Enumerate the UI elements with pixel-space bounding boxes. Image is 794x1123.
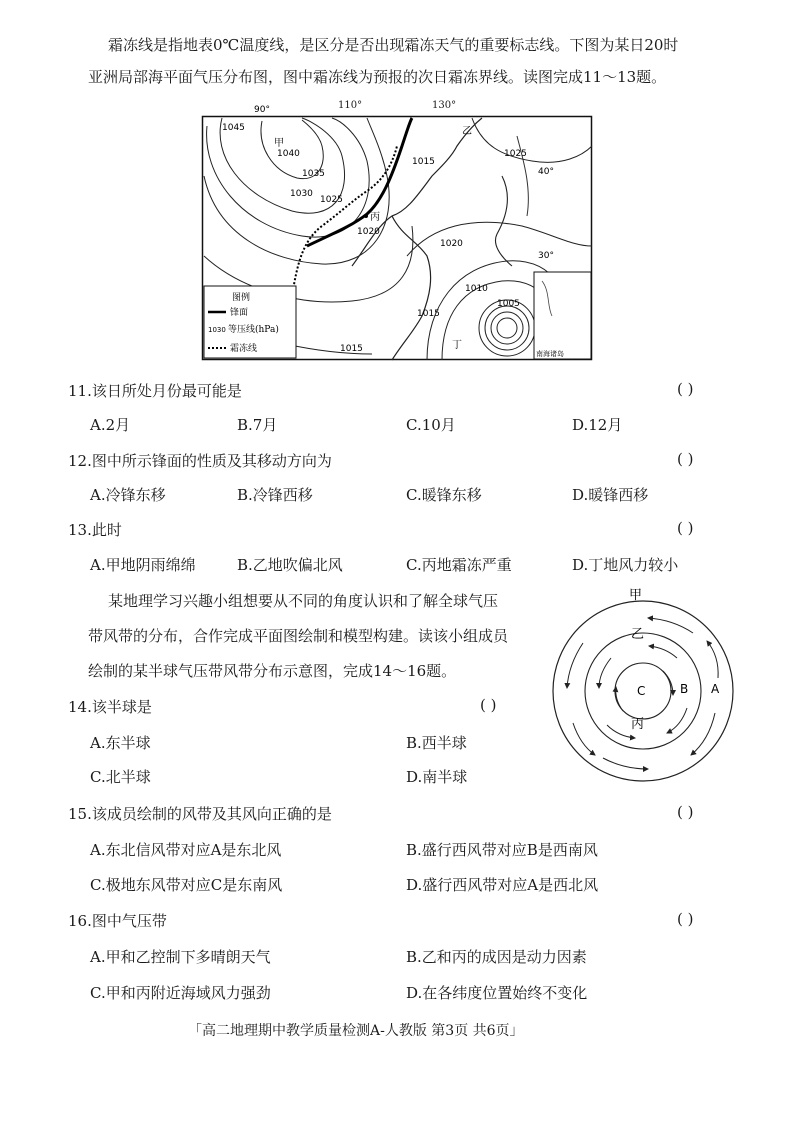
isobar-label: 1025 (320, 195, 343, 205)
q13-answer-paren[interactable]: ( ) (677, 519, 694, 537)
place-bing: 丙 (370, 212, 380, 223)
intro-line-1: 霜冻线是指地表0℃温度线，是区分是否出现霜冻天气的重要标志线。下图为某日20时 (108, 36, 679, 54)
legend-title: 图例 (232, 293, 251, 303)
q16-answer-paren[interactable]: ( ) (677, 910, 694, 928)
lat-30: 30° (538, 251, 554, 261)
q14-option-a[interactable]: A.东半球 (90, 734, 151, 752)
isobar-label: 1025 (504, 149, 527, 159)
q16-option-d[interactable]: D.在各纬度位置始终不变化 (406, 984, 588, 1002)
wind-c: C (637, 684, 646, 698)
q13-option-a[interactable]: A.甲地阴雨绵绵 (90, 556, 196, 574)
isobar-label: 1030 (290, 189, 313, 199)
q13-option-b[interactable]: B.乙地吹偏北风 (237, 556, 343, 574)
q16-option-c[interactable]: C.甲和丙附近海域风力强劲 (90, 984, 271, 1002)
q16-stem: 16.图中气压带 (68, 912, 167, 930)
q14-stem: 14.该半球是 (68, 698, 152, 716)
isobar-label: 1010 (465, 284, 488, 294)
lon-130: 130° (432, 100, 457, 111)
lon-110: 110° (338, 100, 363, 111)
isobar-label: 1020 (357, 227, 380, 237)
isobar-label: 1015 (412, 157, 435, 167)
place-jia: 甲 (274, 138, 284, 149)
isobar-label: 1045 (222, 123, 245, 133)
q12-stem: 12.图中所示锋面的性质及其移动方向为 (68, 452, 332, 470)
q12-option-a[interactable]: A.冷锋东移 (90, 486, 166, 504)
q14-option-c[interactable]: C.北半球 (90, 768, 151, 786)
wind-a: A (711, 682, 720, 696)
q13-option-d[interactable]: D.丁地风力较小 (572, 556, 679, 574)
q11-option-d[interactable]: D.12月 (572, 416, 623, 434)
lat-40: 40° (538, 167, 554, 177)
q14-option-d[interactable]: D.南半球 (406, 768, 468, 786)
q13-stem: 13.此时 (68, 521, 122, 539)
place-ding: 丁 (452, 340, 462, 351)
lon-90: 90° (254, 105, 270, 115)
q15-option-c[interactable]: C.极地东风带对应C是东南风 (90, 876, 283, 894)
q14-answer-paren[interactable]: ( ) (480, 696, 497, 714)
intro2-line-2: 带风带的分布，合作完成平面图绘制和模型构建。读该小组成员 (88, 627, 509, 645)
q13-option-c[interactable]: C.丙地霜冻严重 (406, 556, 512, 574)
legend-front: 锋面 (230, 308, 249, 318)
q11-option-c[interactable]: C.10月 (406, 416, 456, 434)
q15-answer-paren[interactable]: ( ) (677, 803, 694, 821)
page-footer: 「高二地理期中教学质量检测A-人教版 第3页 共6页」 (188, 1023, 524, 1039)
isobar-label: 1040 (277, 149, 300, 159)
q11-answer-paren[interactable]: ( ) (677, 380, 694, 398)
q15-option-b[interactable]: B.盛行西风带对应B是西南风 (406, 841, 598, 859)
q15-option-a[interactable]: A.东北信风带对应A是东北风 (90, 841, 282, 859)
q12-option-d[interactable]: D.暖锋西移 (572, 486, 649, 504)
q16-option-a[interactable]: A.甲和乙控制下多晴朗天气 (90, 948, 271, 966)
belt-bing: 丙 (631, 717, 645, 732)
isobar-label: 1005 (497, 299, 520, 309)
isobar-label: 1020 (440, 239, 463, 249)
intro-line-2: 亚洲局部海平面气压分布图，图中霜冻线为预报的次日霜冻界线。读图完成11～13题。 (88, 68, 667, 86)
inset-label: 南海诸岛 (536, 350, 564, 358)
legend-frost: 霜冻线 (230, 344, 258, 354)
q14-option-b[interactable]: B.西半球 (406, 734, 467, 752)
q12-option-c[interactable]: C.暖锋东移 (406, 486, 482, 504)
belt-yi: 乙 (631, 627, 645, 642)
q16-option-b[interactable]: B.乙和丙的成因是动力因素 (406, 948, 587, 966)
legend-isobar-sample: 1030 (208, 326, 226, 334)
legend-isobar: 等压线(hPa) (228, 325, 279, 335)
q12-option-b[interactable]: B.冷锋西移 (237, 486, 313, 504)
q11-stem: 11.该日所处月份最可能是 (68, 382, 242, 400)
wind-belt-diagram (543, 583, 743, 783)
q15-option-d[interactable]: D.盛行西风带对应A是西北风 (406, 876, 599, 894)
isobar-label: 1015 (340, 344, 363, 354)
wind-b: B (680, 682, 689, 696)
intro2-line-1: 某地理学习兴趣小组想要从不同的角度认识和了解全球气压 (108, 592, 499, 610)
q12-answer-paren[interactable]: ( ) (677, 450, 694, 468)
isobar-label: 1035 (302, 169, 325, 179)
isobar-label: 1015 (417, 309, 440, 319)
belt-jia: 甲 (629, 588, 643, 603)
q11-option-b[interactable]: B.7月 (237, 416, 278, 434)
q11-option-a[interactable]: A.2月 (90, 416, 131, 434)
place-yi: 乙 (462, 126, 472, 137)
q15-stem: 15.该成员绘制的风带及其风向正确的是 (68, 805, 332, 823)
intro2-line-3: 绘制的某半球气压带风带分布示意图，完成14～16题。 (88, 662, 457, 680)
